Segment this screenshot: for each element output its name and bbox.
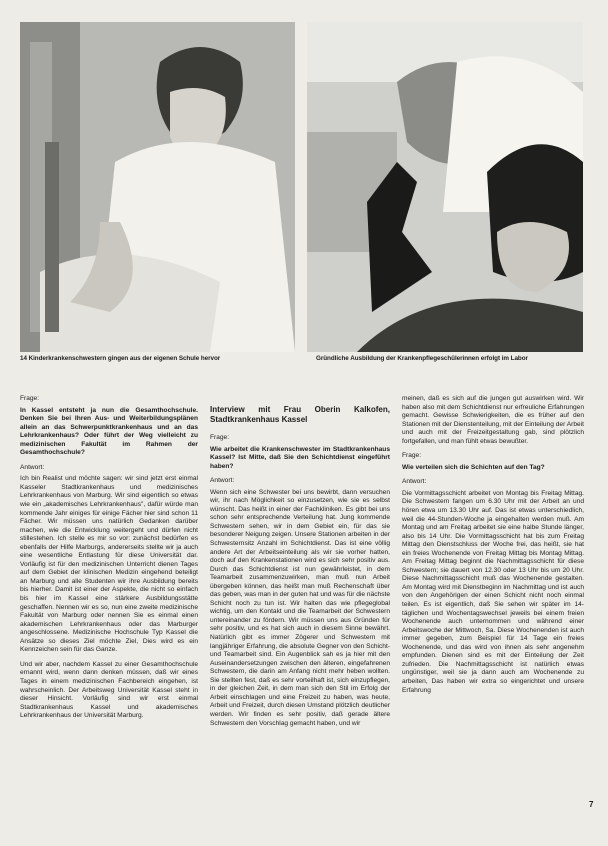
answer-label: Antwort: (20, 463, 45, 471)
column-1 (20, 395, 198, 727)
caption-right: Gründliche Ausbildung der Krankenpflegeschülerinnen erfolgt im Labor (316, 355, 528, 362)
answer-label: Antwort: (402, 478, 427, 486)
photo-lab-microscope (307, 22, 583, 352)
question-text: Wie arbeitet die Krankenschwester im Stadtkrankenhaus Kassel? Ist Mitte, daß Sie den Schichtdienst eingeführt haben? (210, 445, 390, 470)
question-text: Wie verteilen sich die Schichten auf den Tag? (402, 463, 545, 471)
photo-nurses-children-illustration (20, 22, 295, 352)
column-3 (402, 395, 584, 701)
answer-paragraph: Die Vormittagsschicht arbeitet von Montag bis Freitag Mittag. Die Schwestern fangen um 6.30 Uhr mit der Arbeit an und hören etwa um 13.30 Uhr auf. Das ist etwas unterschiedlich, weil die 44-Stunden-Woche ja eingehalten werden muß. Am Montag und am Freitag arbeitet sie eine halbe Stunde länger, also bis 14 Uhr. Die Vormittagsschicht hat bis zum Freitag Mittag den Dienstschluss der Woche frei, das heißt, sie hat ein freies Wochenende von Freitag Mittag bis Montag Mittag. Am Freitag Mittag beginnt die Nachmittagsschicht für diese Schwestern; sie dauert von 12.30 oder 13 Uhr bis um 20 Uhr. Diese Nachmittagsschicht muß das Wochenende gestalten. Am Montag wird mit Dienstbeginn im Nachmittag und ist auch von den Angehörigen der einen Schicht nicht noch einmal teilen. Es ist eigentlich, daß Sie sehen wir später im 14-täglichen und Wochentagswechsel jeweils bei einem freien Wochenende auch unternommen und während einer Arbeitswoche der Mittwoch, Sa. Diese Wochenenden ist auch immer gegeben, zum Beispiel für 14 Tage ein freies Wochenende, und das wird von ihnen als sehr angenehm empfunden. Dienen sind es mit der Einteilung der Zeit zufrieden. Die Nachmittagsschicht ist natürlich etwas ungünstiger, weil sie ja dann auch am Wochenende zu arbeiten, Das haben wir extra so eingerichtet und unsere Erfahrung (402, 489, 584, 694)
answer-paragraph: Wenn sich eine Schwester bei uns bewirbt, dann versuchen wir, ihr nach Möglichkeit so einzusetzen, wie sie es selbst wünscht. Das heißt in einer der Fachkliniken. Es gibt bei uns schon sehr entsprechende Verteilung hat. Jung kommende Schwestern sehen, wir in dem Gebiet ein, für das sie besonderer Neigung zeigen. Unsere Stationen arbeiten in der Schwesternsitz Anzahl im Schichtdienst. Das ist eine völlig andere Art der Arbeitseinteilung als wir sie vorher hatten, doch auf den Krankenstationen wird es sich sehr positiv aus. Durch das Schichtdienst ist nun gewährleistet, in dem Teamarbeit zusammenzuwirken, man muß nun Arbeit übergeben können, das heißt man muß Rechenschaft über das geben, was man in der guten hat und was für die nächste Schicht noch zu tun ist. Wir halten das wie pflegeglobal wichtig, um den Kontakt und die Teamarbeit der Schwestern untereinander zu fördern. Wir müssen uns aus Gründen für sehr positiv, und es hat sich auch in diesem Sinne bewährt. Natürlich gibt es immer Zögerer und Schwestern mit langjähriger Erfahrung, die absolute Gegner von den Schicht- und Teamarbeit sind. Ein Augenblick sah es ja hier mit den Auseinandersetzungen zwischen den älteren, eingefahrenen Schwestern, die darin am Anfang nicht mehr heben wollten. Sie stellten fest, daß es sehr vorteilhaft ist, sich einzupflegen, in der gleichen Zeit, in dem man sich den Stil im Erfolg der Arbeit einschlagen und eine Freizeit zu haben, was heute, Arbeit und Freizeit, durch diesen Umstand plötzlich deutlicher werden. Wir finden es sehr positiv, daß gerade ältere Schwestern den Vorschlag gemacht haben, und wir (210, 488, 390, 727)
question-label: Frage: (20, 395, 40, 402)
photo-lab-microscope-illustration (307, 22, 583, 352)
column-2 (210, 405, 390, 734)
answer-paragraph: Ich bin Realist und möchte sagen: wir sind jetzt erst einmal Kasseler Stadtkrankenhaus und medizinisches Lehrkrankenhaus von Marburg. Wir sind eigentlich so etwas wie ein „akademisches Lehrkrankenhaus", dafür würde man kommende Jahr einiges für einige Fächer hier sind schon 11 Fächer. Wir müssen uns natürlich Gedanken darüber machen, wie die Entwicklung weitergeht und dürfen nicht stillestehen. Ich stelle es mir so vor: zunächst bedürfen es ebenfalls der Hilfe Marburgs, andererseits stellte wir ja auch eine wesentliche Entlastung für diese Universität dar. Vorläufig ist für den medizinischen Unterricht dienen Tages auf dem Gebiet der klinischen Medizin eingehend beteiligt an Marburg und alle Studenten wir ihre Ausbildung bereits bis hierher. Damit ist einer der Aspekte, die nicht so einfach bis hier im Kassel eine stärkere Ausbildungsstätte geschaffen. Nennen wir es so, nun eine zweite medizinische Fakultät von Marburg oder nennen Sie es einmal einen akademischen Lehrkrankenhaus oder das Marburger angeschlossene. Medizinische Hochschule Typ Kassel die Ansätze so dieses Ziel möchte Ziel, Dies wird es ein Kennzeichen sein für das Ganze. (20, 475, 198, 654)
interview-title: Interview mit Frau Oberin Kalkofen, Stadtkrankenhaus Kassel (210, 405, 390, 424)
question-label: Frage: (210, 434, 230, 441)
photo-nurses-children (20, 22, 295, 352)
page-number: 7 (589, 800, 594, 809)
answer-paragraph: meinen, daß es sich auf die jungen gut auswirken wird. Wir haben also mit dem Schichtdienst nur erfreuliche Erfahrungen gemacht. Gewisse Schwierigkeiten, die es früher auf den Stationen mit der Dienstenteilung, mit der Einteilung der Arbeit und auch mit der Freizeitgestaltung gab, sind plötzlich fortgefallen, und man fühlt etwas bewußter. (402, 395, 584, 445)
caption-left: 14 Kinderkrankenschwestern gingen aus der eigenen Schule hervor (20, 355, 221, 362)
answer-paragraph: Und wir aber, nachdem Kassel zu einer Gesamthochschule ernannt wird, wenn dann denken müssen, daß wir eines Tages in einem medizinischen Fachbereich eingehen, ist wahrscheinlich. Der Arbeitsweg Universität Kassel steht in dieser Hinsicht. Vorläufig sind wir erst einmal Stadtkrankenhaus Kassel und akademisches Lehrkrankenhaus der Universität Marburg. (20, 660, 198, 720)
answer-label: Antwort: (210, 477, 235, 485)
question-text: In Kassel entsteht ja nun die Gesamthochschule. Denken Sie bei Ihren Aus- und Weiterbildungsplänen allein an das Schwerpunktkrankenhaus und an das Lehrkrankenhaus? Oder führt der Weg vielleicht zu medizinischen Fakultät im Rahmen der Gesamthochschule? (20, 406, 198, 457)
question-label: Frage: (402, 452, 422, 460)
